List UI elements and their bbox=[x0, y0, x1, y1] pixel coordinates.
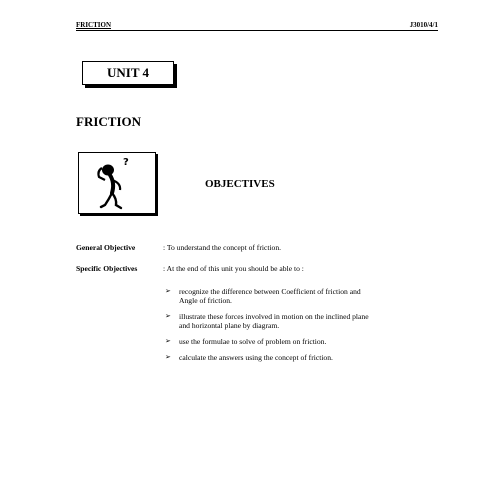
thinking-figure-icon bbox=[79, 153, 155, 213]
general-objective-text: : To understand the concept of friction. bbox=[163, 243, 282, 252]
specific-objectives-text: : At the end of this unit you should be able to : bbox=[163, 264, 304, 273]
page-title: FRICTION bbox=[76, 114, 142, 129]
list-item-line: use the formulae to solve of problem on friction. bbox=[179, 337, 327, 346]
list-item-line: illustrate these forces involved in motion on the inclined plane bbox=[179, 312, 369, 321]
list-item-line: Angle of friction. bbox=[179, 296, 232, 305]
list-item-line: calculate the answers using the concept of friction. bbox=[179, 353, 333, 362]
list-item bbox=[165, 312, 425, 330]
list-item bbox=[165, 287, 425, 305]
arrow-bullet-icon: ➢ bbox=[165, 337, 171, 345]
arrow-bullet-icon: ➢ bbox=[165, 287, 171, 295]
list-item-line: and horizontal plane by diagram. bbox=[179, 321, 280, 330]
objectives-list bbox=[165, 287, 425, 369]
objectives-heading: OBJECTIVES bbox=[205, 178, 275, 190]
specific-objectives-label: Specific Objectives bbox=[76, 264, 138, 273]
arrow-bullet-icon: ➢ bbox=[165, 353, 171, 361]
header-subject: FRICTION bbox=[76, 21, 112, 29]
list-item bbox=[165, 337, 425, 346]
header-page-code: J3010/4/1 bbox=[409, 21, 438, 29]
arrow-bullet-icon: ➢ bbox=[165, 312, 171, 320]
thinking-figure-illustration bbox=[78, 152, 156, 214]
unit-label: UNIT 4 bbox=[106, 65, 150, 80]
list-item bbox=[165, 353, 425, 362]
general-objective-label: General Objective bbox=[76, 243, 136, 252]
svg-text:?: ? bbox=[123, 157, 129, 168]
unit-label-box bbox=[82, 61, 174, 85]
page-header bbox=[76, 18, 438, 31]
list-item-line: recognize the difference between Coefficient of friction and bbox=[179, 287, 361, 296]
